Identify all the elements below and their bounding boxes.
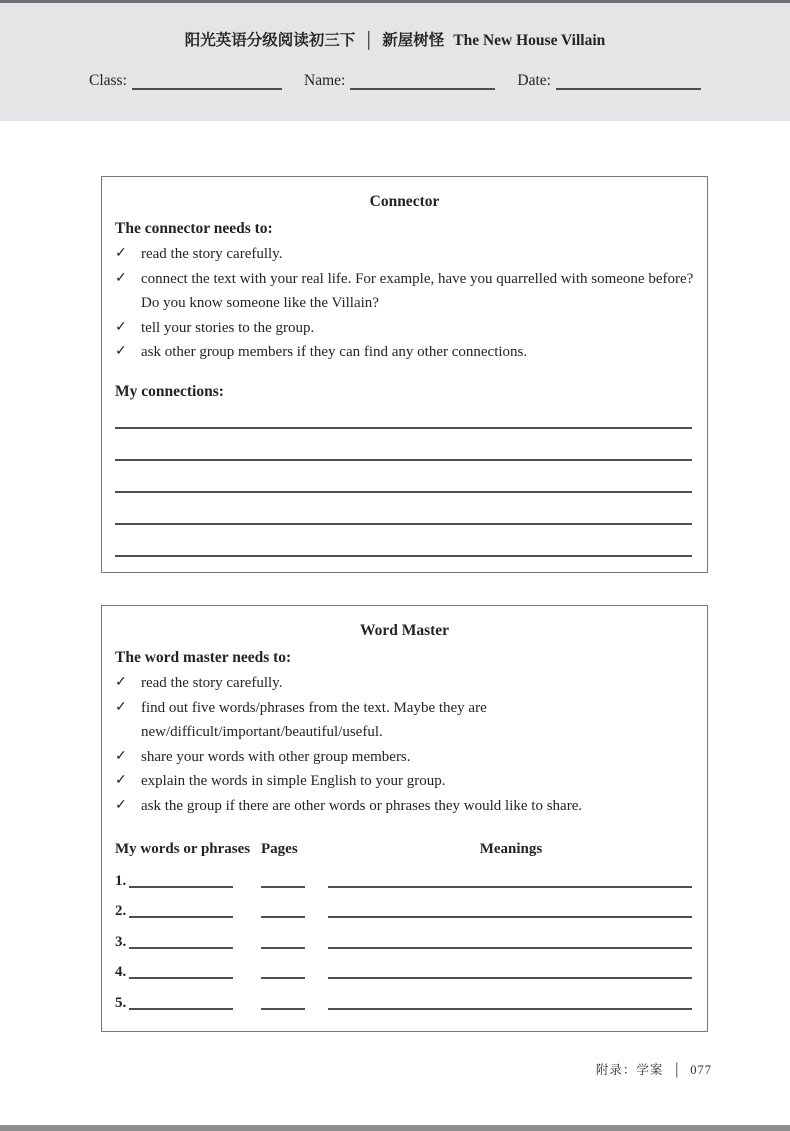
connector-lead: The connector needs to: (115, 220, 273, 237)
word-master-lead: The word master needs to: (115, 649, 292, 666)
table-row (115, 891, 694, 922)
word-master-checklist (115, 671, 694, 818)
meanings-column-header: Meanings (479, 841, 543, 857)
word-master-title: Word Master (359, 622, 450, 639)
check-icon: ✓ (115, 344, 127, 359)
checklist-item (115, 267, 694, 316)
checklist-item (115, 745, 694, 770)
row-number: 5. (115, 994, 127, 1011)
word-blank-line (129, 886, 233, 888)
checklist-item (115, 794, 694, 819)
row-number: 4. (115, 964, 127, 980)
writing-line (115, 525, 692, 557)
date-label: Date: (517, 72, 551, 89)
class-blank-line (132, 74, 282, 90)
check-icon: ✓ (115, 270, 127, 286)
bottom-edge-bar (0, 1125, 790, 1131)
checklist-item-text: ask the group if there are other words or phrases they would like to share. (141, 797, 583, 814)
my-connections-label: My connections: (115, 382, 224, 400)
name-blank-line (350, 74, 495, 90)
title-separator: │ (363, 32, 375, 49)
date-blank-line (556, 74, 701, 90)
student-info-row (89, 72, 701, 90)
checklist-item-text: connect the text with your real life. For example, have you quarrelled with someone before? Do you know someone like the Villain? (141, 270, 694, 311)
checklist-item (115, 242, 694, 267)
footer-separator: │ (672, 1063, 682, 1077)
meaning-blank-line (328, 947, 692, 949)
meaning-blank-line (328, 886, 692, 888)
row-number: 2. (115, 903, 127, 919)
checklist-item-text: read the story carefully. (141, 675, 283, 691)
words-table (115, 838, 694, 1013)
connector-checklist (115, 242, 694, 365)
class-field (89, 72, 282, 90)
page-title (0, 31, 790, 51)
meaning-blank-line (328, 977, 692, 979)
writing-line (115, 429, 692, 461)
page-blank-line (261, 1008, 305, 1010)
words-column-header: My words or phrases (115, 841, 251, 857)
table-row (115, 921, 694, 952)
checklist-item (115, 340, 694, 365)
check-icon: ✓ (115, 748, 127, 764)
name-field (304, 72, 495, 90)
footer-appendix-label: 附录：学案 (595, 1063, 664, 1077)
book-title-en: The New House Villain (453, 32, 606, 49)
meaning-blank-line (328, 1008, 692, 1010)
checklist-item (115, 316, 694, 341)
row-number: 3. (115, 933, 127, 950)
table-row (115, 860, 694, 891)
name-label: Name: (304, 72, 346, 89)
checklist-item (115, 671, 694, 696)
checklist-item (115, 696, 694, 745)
words-table-header (115, 838, 694, 860)
header-band (0, 0, 790, 121)
pages-column-header: Pages (261, 841, 298, 857)
page-blank-line (261, 916, 305, 918)
writing-line (115, 461, 692, 493)
checklist-item-text: ask other group members if they can find any other connections. (141, 344, 528, 360)
word-blank-line (129, 947, 233, 949)
checklist-item-text: find out five words/phrases from the text. Maybe they are new/difficult/important/beautiful/useful. (141, 699, 487, 740)
word-blank-line (129, 916, 233, 918)
checklist-item-text: share your words with other group members. (141, 748, 411, 765)
checklist-item-text: tell your stories to the group. (141, 319, 315, 336)
connector-section (101, 176, 708, 573)
word-master-section (101, 605, 708, 1032)
check-icon: ✓ (115, 797, 127, 813)
check-icon: ✓ (115, 773, 127, 788)
connector-title: Connector (369, 193, 440, 210)
checklist-item-text: explain the words in simple English to your group. (141, 773, 446, 789)
checklist-item (115, 769, 694, 794)
checklist-item-text: read the story carefully. (141, 246, 283, 262)
writing-line (115, 403, 692, 429)
check-icon: ✓ (115, 246, 127, 261)
word-blank-line (129, 1008, 233, 1010)
word-blank-line (129, 977, 233, 979)
book-title-cn: 新屋树怪 (382, 32, 445, 49)
page-blank-line (261, 947, 305, 949)
table-row (115, 982, 694, 1013)
check-icon: ✓ (115, 675, 127, 690)
table-row (115, 952, 694, 983)
check-icon: ✓ (115, 699, 127, 715)
meaning-blank-line (328, 916, 692, 918)
page-blank-line (261, 977, 305, 979)
writing-line (115, 493, 692, 525)
date-field (517, 72, 701, 90)
row-number: 1. (115, 872, 127, 889)
page-number: 077 (690, 1063, 712, 1077)
class-label: Class: (89, 72, 127, 89)
series-title-cn: 阳光英语分级阅读初三下 (184, 32, 356, 49)
page-blank-line (261, 886, 305, 888)
check-icon: ✓ (115, 319, 127, 335)
page-footer (596, 1062, 712, 1078)
writing-lines (115, 403, 694, 557)
